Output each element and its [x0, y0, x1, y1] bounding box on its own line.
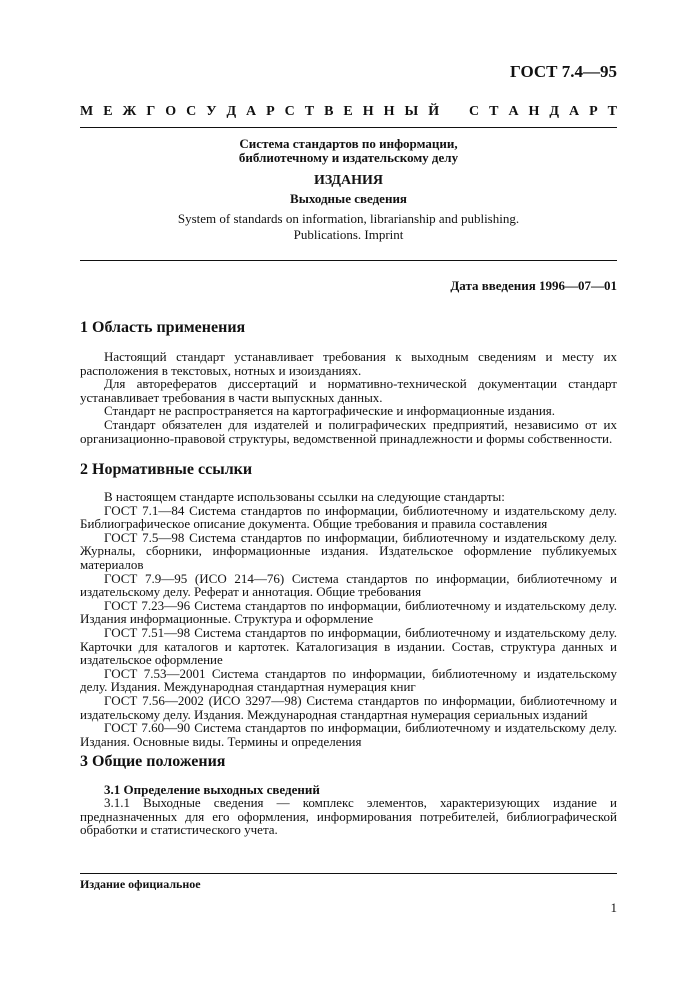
effective-date: Дата введения 1996—07—01: [450, 278, 617, 293]
reference-item: ГОСТ 7.60—90 Система стандартов по информации, библиотечному и издательскому делу. Издания. Основные виды. Термины и определения: [80, 720, 617, 749]
section-2-body: [80, 490, 617, 748]
divider: [80, 127, 617, 128]
reference-item: ГОСТ 7.56—2002 (ИСО 3297—98) Система стандартов по информации, библиотечному и издательскому делу. Издания. Международная стандартная нумерация сериальных изданий: [80, 692, 617, 722]
section-3-heading: 3 Общие положения: [80, 753, 226, 770]
paragraph: Стандарт обязателен для издателей и полиграфических предприятий, независимо от их организационно-правовой структуры, ведомственной принадлежности и формы собственности.: [80, 416, 617, 446]
reference-item: ГОСТ 7.51—98 Система стандартов по информации, библиотечному и издательскому делу. Карточки для каталогов и картотек. Каталогизация в издании. Состав, структура данных и издательское оформление: [80, 624, 617, 668]
page-number: 1: [610, 900, 617, 915]
official-edition-note: Издание официальное: [80, 877, 201, 891]
section-2-heading: 2 Нормативные ссылки: [80, 461, 253, 478]
reference-item: ГОСТ 7.1—84 Система стандартов по информации, библиотечному и издательскому делу. Библиографическое описание документа. Общие требования и правила составления: [80, 502, 617, 532]
title-line2: библиотечному и издательскому делу: [238, 150, 459, 165]
paragraph: Настоящий стандарт устанавливает требования к выходным сведениям и месту их расположения в текстовых, нотных и изоизданиях.: [80, 349, 617, 378]
reference-item: ГОСТ 7.53—2001 Система стандартов по информации, библиотечному и издательскому делу. Издания. Международная стандартная нумерация книг: [80, 665, 617, 695]
reference-item: ГОСТ 7.5—98 Система стандартов по информации, библиотечному и издательскому делу. Журналы, сборники, информационные издания. Издательское оформление публикуемых материалов: [80, 529, 617, 572]
reference-item: ГОСТ 7.9—95 (ИСО 214—76) Система стандартов по информации, библиотечному и издательскому делу. Реферат и аннотация. Общие требования: [80, 570, 617, 600]
title-en1: System of standards on information, librarianship and publishing.: [177, 211, 520, 226]
standard-code: ГОСТ 7.4—95: [510, 62, 617, 81]
title-en2: Publications. Imprint: [293, 227, 404, 242]
reference-item: ГОСТ 7.23—96 Система стандартов по информации, библиотечному и издательскому делу. Издания информационные. Структура и оформление: [80, 597, 617, 627]
section-1-body: [80, 350, 617, 445]
section-1-heading: 1 Область применения: [80, 319, 246, 336]
paragraph: Стандарт не распространяется на картографические и информационные издания.: [104, 403, 556, 419]
title-main: ИЗДАНИЯ: [313, 173, 384, 188]
section-3-body: [80, 796, 617, 837]
divider: [80, 260, 617, 261]
standard-category: М Е Ж Г О С У Д А Р С Т В Е Н Н Ы Й С Т А Н Д А Р Т: [80, 104, 617, 119]
paragraph: 3.1.1 Выходные сведения — комплекс элементов, характеризующих издание и предназначенных для его оформления, информирования потребителей, библиографической обработки и статистического учета.: [80, 795, 617, 838]
paragraph: В настоящем стандарте использованы ссылки на следующие стандарты:: [104, 489, 505, 504]
subsection-3-1-heading: 3.1 Определение выходных сведений: [104, 782, 320, 797]
title-sub: Выходные сведения: [290, 191, 407, 206]
title-line1: Система стандартов по информации,: [239, 136, 458, 151]
divider: [80, 873, 617, 874]
paragraph: Для авторефератов диссертаций и нормативно-технической документации стандарт устанавливает требования в части выпускных данных.: [80, 376, 617, 405]
